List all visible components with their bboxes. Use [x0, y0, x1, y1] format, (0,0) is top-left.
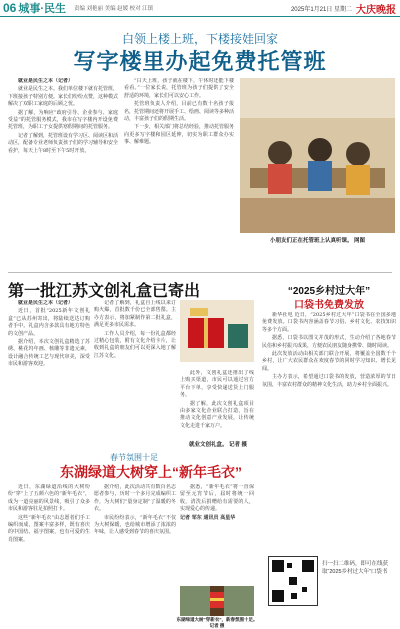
sidebar-subhead: 口袋书免费发放: [294, 300, 364, 311]
sidebar-paragraph: 新华社电 近日，“2025乡村过大年”口袋书在全国多地免费发放。口袋书内容涵盖春节习俗、乡村文化、农技知识等多个方面。: [262, 312, 396, 333]
tree-sweater-photo: [180, 586, 254, 616]
story2-paragraph: 工作人员介绍，每一份礼盒都经过精心包装，附有文化介绍卡片，让收到礼盒的朋友们可以更深入地了解江苏文化。: [94, 330, 176, 359]
sidebar-paragraph: 此次发放活动由相关部门联合开展，将覆盖全国数千个乡村，让广大农民群众在欢度春节的同时学习知识、增长见闻。: [262, 351, 396, 372]
sidebar-paragraph: 据悉，口袋书以图文并茂的形式，生动介绍了各地春节民俗和乡村振兴成果，方便农民朋友随身携带、随时阅读。: [262, 335, 396, 349]
page-header: [0, 0, 400, 17]
story2-column-1: [8, 300, 90, 440]
divider: [8, 272, 392, 273]
story1-column-1: [8, 78, 118, 273]
story3-kicker: 春节氛围十足: [110, 453, 158, 462]
sidebar-headline: “2025乡村过大年”: [287, 286, 371, 297]
story3-photo: [180, 586, 254, 616]
story1-byline: 就业是民生之本（记者）: [18, 78, 74, 84]
story3-paragraph: 据悉，“新年毛衣”将一直保留至元宵节后，届时将统一回收，清洗后捐赠给有需要的人，实现爱心的传递。: [180, 484, 254, 513]
story2-photo: [180, 300, 254, 362]
story3-photo-caption: 东湖绿道大树“穿新衣”，新春氛围十足。 记者 摄: [176, 617, 258, 628]
story2-byline: 就业是民生之本（记者）: [18, 300, 74, 306]
story2-paragraph: 据了解，此次文创礼盒项目由多家文化企业联合打造，旨在推动文化创意产业发展，让传统文化走进千家万户。: [180, 400, 254, 429]
story2-paragraph: 据介绍，本次文创礼盒精选了苏绣、桃花坞年画、核雕等非遗元素，设计融合传统工艺与现代审美，深受市民和游客欢迎。: [8, 339, 90, 368]
story3-paragraph: 市民纷纷表示，“新年毛衣”不仅为大树保暖，也给城市增添了浓浓的年味，让人感受到春节的喜庆氛围。: [94, 514, 176, 536]
story1-paragraph: 托管班负责人介绍，目前已有数十名孩子报名，托管期间还将开展手工、绘画、阅读等多种活动，丰富孩子们的假期生活。: [124, 101, 234, 123]
story3-headline: 东湖绿道大树穿上“新年毛衣”: [60, 464, 242, 480]
qr-instruction: 扫一扫二维码，即可在线获取“2025乡村过大年”口袋书: [322, 561, 389, 575]
story3-column-1: [8, 484, 90, 620]
story1-headline: 写字楼里办起免费托管班: [73, 49, 327, 74]
story2-column-2: [94, 300, 176, 440]
qr-code[interactable]: [268, 556, 318, 606]
story2-paragraph: 记者了解到，礼盒自上线以来订购火爆，首批数千份已全部售罄。主办方表示，将加紧制作第二批礼盒，满足更多市民需求。: [94, 300, 176, 329]
issue-date: 2025年1月21日 星期二: [290, 6, 352, 13]
story3-paragraph: 这些“新年毛衣”由志愿者们手工编织而成，图案丰富多样，既有喜庆的中国结、福字图案，也有可爱的生肖图案。: [8, 514, 90, 543]
story3-column-2: [94, 484, 176, 620]
classroom-photo: [240, 78, 395, 233]
story1-paragraph: 下一步，相关部门将总结经验，推动托管服务向更多写字楼和园区延伸，切实为职工群众办实事、解难题。: [124, 124, 234, 146]
story2-column-3: [180, 370, 254, 440]
newspaper-logo: 大庆晚报: [356, 4, 396, 16]
story1-paragraph: 就业是民生之本。我们单位楼下就有托管班，下班接孩子特别方便。家长们纷纷点赞，这种模式解决了双职工家庭的后顾之忧。: [8, 86, 118, 108]
page-number: 06: [3, 1, 17, 15]
story1-photo-caption: 小朋友们正在托管班上认真听课。 网图: [269, 238, 366, 244]
story3-column-3: [180, 484, 254, 584]
story3-paragraph: 近日，东湖绿道沿线的大树纷纷“穿”上了五颜六色的“新年毛衣”，成为一道亮丽的风景线，吸引了众多市民和游客驻足拍照打卡。: [8, 484, 90, 513]
story1-photo: [240, 78, 395, 233]
story1-column-2: [124, 78, 234, 273]
story2-headline: 第一批江苏文创礼盒已寄出: [8, 283, 201, 300]
story1-paragraph: 据了解，为响应“政府引导、企业参与、家庭受益”的托管服务模式，我市在写字楼内开设免费托管班，为职工子女提供寒假期间的托管服务。: [8, 109, 118, 131]
sidebar-paragraph: 主办方表示，希望通过口袋书的发放，营造浓厚的节日氛围，丰富农村群众的精神文化生活，助力乡村全面振兴。: [262, 374, 396, 388]
editors-line: 责编 刘艳丽 美编 赵媛 校对 江镇: [74, 6, 154, 12]
story1-paragraph: 记者了解到，托管班设有学习区、阅读区和活动区，配备专业老师负责孩子们的学习辅导和安全看护，每天上午8时至下午5时开放。: [8, 132, 118, 154]
story2-paragraph: 近日，首批“2025新年文创礼盒”已从苏州寄出，将陆续送达订购者手中。礼盒内含多款具有地方特色的文创产品。: [8, 308, 90, 337]
sidebar-column: [262, 312, 396, 542]
story2-paragraph: 此外，文创礼盒还推出了线上购买渠道，市民可以通过官方平台下单，享受快递送货上门服务。: [180, 370, 254, 399]
story3-paragraph: 据介绍，此次活动共有数百名志愿者参与，历时一个多月完成编织工作，为大树们“量身定制”了温暖的冬衣。: [94, 484, 176, 513]
section-title: 城事·民生: [18, 3, 67, 15]
story1-kicker: 白领上楼上班，下楼接娃回家: [121, 32, 278, 46]
story2-photo-caption: 就业文创礼盒。 记者 摄: [188, 442, 248, 448]
gift-box-photo: [180, 300, 254, 362]
story3-credit: 记者 邹东 通讯员 高星华: [180, 514, 236, 521]
story1-paragraph: “白天上班，孩子就在楼下，午休时还能下楼看看。”一位家长说，托管班为孩子们提供了安全舒适的环境，家长们可以安心工作。: [124, 78, 234, 99]
